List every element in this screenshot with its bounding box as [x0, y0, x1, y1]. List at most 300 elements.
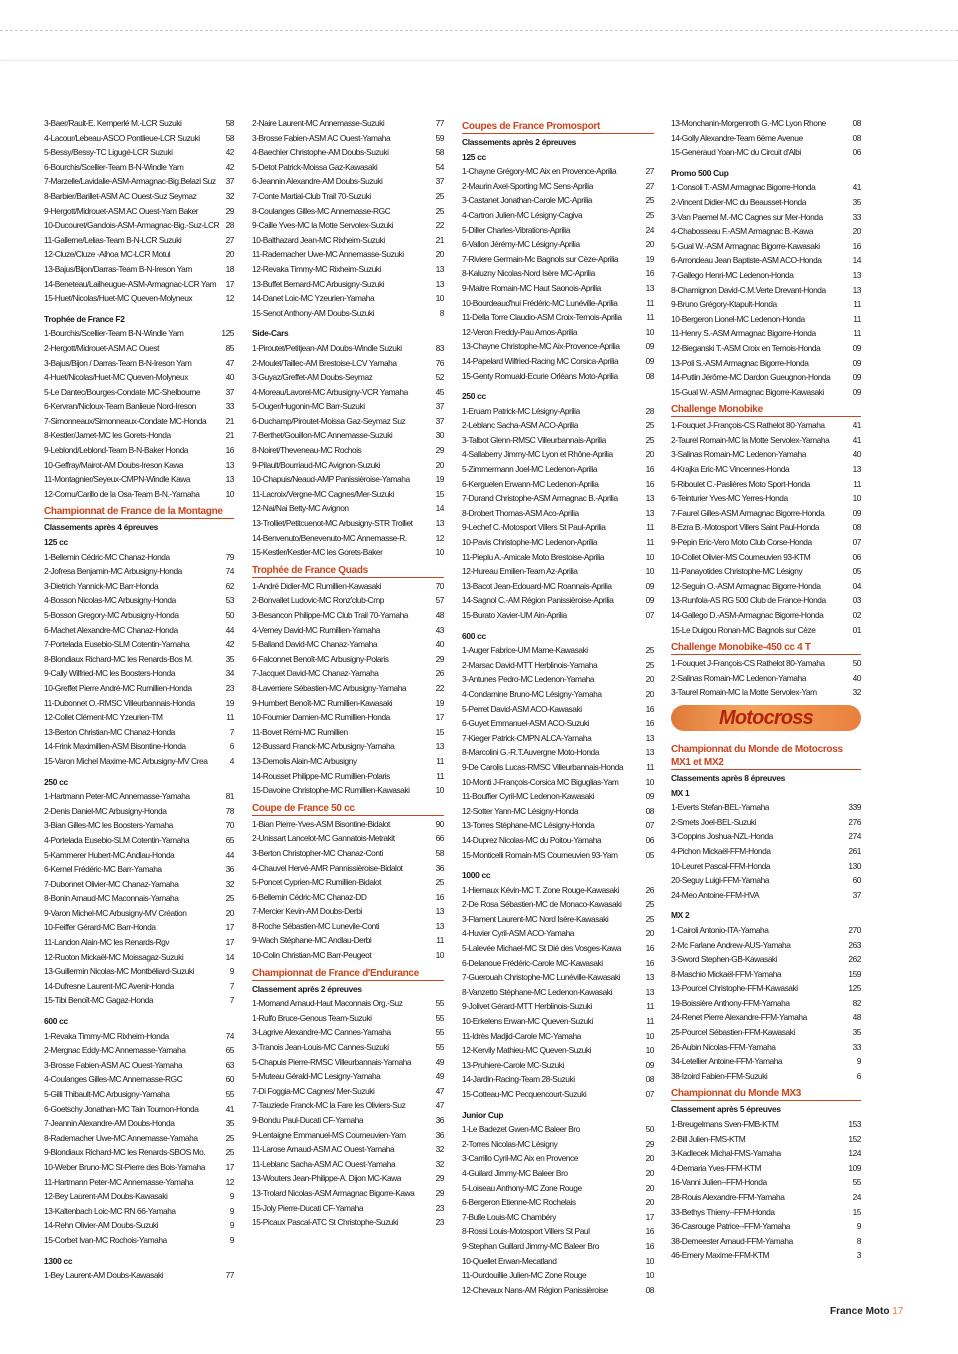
rider-entry: 12-Seguin O.-ASM Armagnac Bigorre-Honda — [671, 580, 821, 591]
points: 81 — [225, 791, 234, 802]
standing-row — [44, 1233, 234, 1248]
standing-row — [462, 848, 654, 863]
rider-entry: 4-Chabosseau F.-ASM Armagnac B.-Kawa — [671, 226, 814, 237]
points: 36 — [435, 1115, 444, 1125]
points: 08 — [852, 522, 861, 533]
standing-row — [44, 1145, 234, 1160]
rider-entry: 1-Bourchis/Scellier-Team B-N-Windle Yam — [44, 328, 184, 339]
rider-entry: 12-Bey Laurent-AM Doubs-Kawasaki — [44, 1191, 168, 1202]
standing-row — [462, 223, 654, 238]
standing-row — [44, 891, 234, 906]
rider-entry: 1-Rulfo Bruce-Genous Team-Suzuki — [252, 1012, 372, 1023]
standing-row — [671, 341, 861, 356]
results-section — [671, 739, 861, 902]
rider-entry: 9-Humbert Benoît-MC Rumillien-Kawasaki — [252, 697, 393, 708]
points: 263 — [848, 939, 861, 950]
rider-entry: 12-Cluze/Cluze -Alhoa MC-LCR Motul — [44, 249, 171, 260]
section-subtitle: Promo 500 Cup — [671, 167, 729, 178]
standing-row — [44, 564, 234, 579]
standing-row — [462, 1254, 654, 1269]
standing-row — [44, 1175, 234, 1190]
rider-entry: 5-Bessy/Bessy-TC Ligugé-LCR Suzuki — [44, 147, 173, 158]
standing-row — [252, 739, 444, 754]
rider-entry: 1-Fouquet J-François-CS Rathelot 80-Yamaha — [671, 658, 825, 669]
rider-entry: 14-Danet Loic-MC Yzeurien-Yamaha — [252, 293, 375, 304]
rider-entry: 7-Conte Martial-Club Trail 70-Suzuki — [252, 190, 371, 201]
results-section — [252, 320, 444, 560]
points: 16 — [645, 1240, 654, 1251]
results-section — [44, 501, 234, 768]
points: 24 — [645, 224, 654, 235]
points: 57 — [435, 595, 444, 606]
points: 47 — [435, 1085, 444, 1096]
standing-row — [671, 1010, 861, 1025]
rider-entry: 6-Kernel Frédéric-MC Barr-Yamaha — [44, 864, 162, 875]
rider-entry: 7-Simonneaux/Simonneaux-Condate MC-Honda — [44, 415, 207, 426]
rider-entry: 12-Sotter Yann-MC Lésigny-Honda — [462, 805, 579, 816]
standing-row — [44, 218, 234, 233]
standing-row — [462, 608, 654, 623]
standing-row — [44, 666, 234, 681]
rider-entry: 2-Bonvallet Ludovic-MC Ronz'club-Cmp — [252, 595, 385, 606]
points: 76 — [435, 357, 444, 368]
points: 17 — [225, 922, 234, 933]
rider-entry: 11-Bouffier Cyril-MC Ledenon-Kawasaki — [462, 791, 594, 802]
points: 13 — [645, 493, 654, 504]
standing-row — [671, 1190, 861, 1205]
points: 54 — [435, 161, 444, 172]
standing-row — [44, 964, 234, 979]
rider-entry: 6-Falconnet Benoît-MC Arbusigny-Polaris — [252, 653, 389, 664]
standing-row — [44, 487, 234, 502]
standing-row — [44, 877, 234, 892]
points: 09 — [852, 386, 861, 397]
rider-entry: 14-Duprez Nicolas-MC du Poitou-Yamaha — [462, 834, 602, 845]
section-subtitle: 250 cc — [44, 776, 68, 787]
section-subtitle: MX 2 — [671, 910, 690, 921]
top-rule — [0, 30, 958, 31]
rider-entry: 1-Bellemin Cédric-MC Chanaz-Honda — [44, 551, 170, 562]
points: 19 — [435, 697, 444, 708]
standing-row — [462, 1210, 654, 1225]
standing-row — [44, 789, 234, 804]
rider-entry: 1-Fouquet J-François-CS Rathelot 80-Yamaha — [671, 420, 825, 431]
standing-row — [44, 262, 234, 277]
points: 09 — [645, 341, 654, 352]
rider-entry: 4-Lacour/Lebeau-ASCO Pontlieue-LCR Suzuki — [44, 132, 200, 143]
points: 41 — [225, 1103, 234, 1114]
points: 11 — [436, 755, 444, 766]
rider-entry: 8-Coulanges Gilles-MC Annemasse-RGC — [252, 205, 391, 216]
standing-row — [252, 1157, 444, 1172]
rider-entry: 1-André Didier-MC Rumillien-Kawasaki — [252, 580, 382, 591]
rider-entry: 11-Dubonnet O.-RMSC Villeurbannais-Honda — [44, 697, 195, 708]
rider-entry: 9-Bruno Grégory-Ktapult-Honda — [671, 299, 777, 310]
standing-row — [252, 1055, 444, 1070]
standing-row — [44, 848, 234, 863]
rider-entry: 6-Bellemin Cédric-MC Chanaz-DD — [252, 891, 367, 902]
points: 11 — [646, 297, 654, 308]
column-3 — [462, 116, 654, 1297]
section-title: Championnat de France d'Endurance — [252, 963, 444, 981]
standing-row — [252, 131, 444, 146]
standing-row — [44, 458, 234, 473]
rider-entry: 7-Marzelle/Lavidalie-ASM-Armagnac-Big.Belazi Suz — [44, 176, 216, 187]
points: 40 — [225, 372, 234, 383]
points: 47 — [225, 357, 234, 368]
results-section — [44, 116, 234, 306]
points: 7 — [229, 995, 234, 1006]
points: 125 — [221, 328, 234, 339]
rider-entry: 7-Mercier Kevin-AM Doubs-Derbi — [252, 906, 362, 917]
standing-row — [462, 593, 654, 608]
rider-entry: 4-Pichon Mickaël-FFM-Honda — [671, 845, 771, 856]
points: 10 — [645, 566, 654, 577]
standing-row — [252, 1215, 444, 1230]
standing-row — [671, 1054, 861, 1069]
results-section — [252, 116, 444, 320]
rider-entry: 6-Arrondeau Jean Baptiste-ASM ACO-Honda — [671, 255, 822, 266]
section-class-label: 125 cc — [44, 537, 68, 548]
standing-row — [252, 1171, 444, 1186]
rider-entry: 10-Balthazard Jean-MC Rixheim-Suzuki — [252, 234, 385, 245]
rider-entry: 8-Chamignon David-C.M.Verte Drevant-Honda — [671, 284, 826, 295]
page-number: 17 — [892, 1306, 904, 1317]
standing-row — [671, 564, 861, 579]
standing-row — [462, 1072, 654, 1087]
section-subtitle: Classements après 2 épreuves — [462, 137, 577, 147]
rider-entry: 4-Chauvel Hervé-AMR Pannissièroise-Bidalot — [252, 862, 403, 873]
standing-row — [44, 696, 234, 711]
rider-entry: 7-Riviere Germain-Mc Bagnols sur Cèze-Aprilia — [462, 253, 619, 264]
rider-entry: 9-De Carolis Lucas-RMSC Villeurbannais-Honda — [462, 761, 624, 772]
points: 58 — [435, 147, 444, 158]
points: 41 — [852, 434, 861, 445]
standing-row — [252, 356, 444, 371]
standing-row — [671, 491, 861, 506]
rider-entry: 24-Meo Antoine-FFM-HVA — [671, 889, 760, 900]
standing-row — [252, 1011, 444, 1026]
points: 29 — [645, 1138, 654, 1149]
standing-row — [44, 1131, 234, 1146]
rider-entry: 12-Cornu/Carillo de la Osa-Team B-N.-Yamaha — [44, 488, 200, 499]
points: 124 — [848, 1148, 861, 1159]
section-subtitle: Junior Cup — [462, 1109, 504, 1120]
standing-row — [462, 1195, 654, 1210]
points: 25 — [645, 209, 654, 220]
page-footer — [830, 1306, 903, 1317]
points: 37 — [852, 889, 861, 900]
points: 32 — [852, 687, 861, 698]
points: 11 — [646, 1016, 654, 1027]
standing-row — [671, 312, 861, 327]
points: 3 — [856, 1250, 861, 1261]
standing-row — [44, 1189, 234, 1204]
standing-row — [44, 593, 234, 608]
standing-row — [252, 1113, 444, 1128]
rider-entry: 9-Leblond/Leblond-Team B-N-Baker Honda — [44, 445, 188, 456]
rider-entry: 10-Pavis Christophe-MC Ledenon-Aprilia — [462, 537, 598, 548]
standing-row — [462, 208, 654, 223]
points: 11 — [646, 1001, 654, 1012]
rider-entry: 3-Flament Laurent-MC Nord Isère-Kawasaki — [462, 913, 609, 924]
points: 48 — [852, 1012, 861, 1023]
rider-entry: 4-Coulanges Gilles-MC Annemasse-RGC — [44, 1074, 183, 1085]
points: 50 — [645, 1124, 654, 1135]
standing-row — [462, 883, 654, 898]
points: 10 — [852, 493, 861, 504]
points: 16 — [852, 240, 861, 251]
rider-entry: 3-Carrillo Cyril-MC Aix en Provence — [462, 1153, 578, 1164]
standing-row — [671, 1248, 861, 1263]
rider-entry: 2-Mc Farlane Andrew-AUS-Yamaha — [671, 939, 791, 950]
rider-entry: 3-Sword Stephen-GB-Kawasaki — [671, 954, 778, 965]
rider-entry: 3-Antunes Pedro-MC Ledenon-Yamaha — [462, 674, 595, 685]
rider-entry: 6-Machet Alexandre-MC Chanaz-Honda — [44, 624, 178, 635]
standing-row — [671, 239, 861, 254]
points: 27 — [645, 180, 654, 191]
standing-row — [671, 433, 861, 448]
points: 43 — [435, 624, 444, 635]
points: 25 — [645, 899, 654, 910]
rider-entry: 11-Henry S.-ASM Armagnac Bigorre-Honda — [671, 328, 816, 339]
column-2 — [252, 116, 444, 1230]
rider-entry: 6-Kerguelen Erwann-MC Ledenon-Aprilia — [462, 478, 599, 489]
points: 35 — [852, 196, 861, 207]
rider-entry: 13-Pruhiere-Carole MC-Suzuki — [462, 1059, 564, 1070]
points: 21 — [225, 430, 234, 441]
rider-entry: 8-Vanzetto Stéphane-MC Ledenon-Kawasaki — [462, 986, 612, 997]
points: 09 — [852, 507, 861, 518]
top-rule-dotted — [0, 60, 958, 61]
standing-row — [462, 325, 654, 340]
rider-entry: 1-Bey Laurent-AM Doubs-Kawasaki — [44, 1270, 164, 1281]
points: 07 — [645, 820, 654, 831]
results-section — [252, 560, 444, 798]
standing-row — [671, 370, 861, 385]
points: 12 — [225, 293, 234, 304]
standing-row — [671, 385, 861, 400]
rider-entry: 11-Pieplu A.-Amicale Moto Brestoise-Aprilia — [462, 551, 605, 562]
points: 62 — [225, 580, 234, 591]
points: 35 — [225, 653, 234, 664]
standing-row — [462, 310, 654, 325]
standing-row — [44, 145, 234, 160]
rider-entry: 3-Brosse Fabien-ASM AC Ouest-Yamaha — [44, 1059, 183, 1070]
rider-entry: 3-Dietrich Yannick-MC Barr-Honda — [44, 580, 159, 591]
points: 20 — [225, 249, 234, 260]
rider-entry: 14-Benvenuto/Benevenuto-MC Annemasse-R. — [252, 532, 407, 543]
standing-row — [44, 1087, 234, 1102]
points: 08 — [645, 805, 654, 816]
rider-entry: 1-Auger Fabrice-UM Marne-Kawasaki — [462, 645, 588, 656]
points: 4 — [229, 755, 234, 766]
standing-row — [252, 1098, 444, 1113]
section-subtitle: Side-Cars — [252, 328, 289, 339]
points: 17 — [225, 278, 234, 289]
rider-entry: 9-Blondiaux Richard-MC les Renards-SBOS Mo. — [44, 1147, 206, 1158]
rider-entry: 26-Aubin Nicolas-FFM-Yamaha — [671, 1041, 776, 1052]
rider-entry: 8-Noiret/Theveneau-MC Rochois — [252, 445, 362, 456]
standing-row — [44, 472, 234, 487]
rider-entry: 5-Le Dantec/Bourges-Condate MC-Shelbourne — [44, 386, 201, 397]
points: 25 — [645, 913, 654, 924]
rider-entry: 15-Cotteau-MC Pecquencourt-Suzuki — [462, 1089, 587, 1099]
points: 74 — [225, 566, 234, 577]
standing-row — [252, 652, 444, 667]
points: 9 — [229, 1191, 234, 1202]
standing-row — [462, 833, 654, 848]
points: 19 — [435, 474, 444, 485]
standing-row — [252, 501, 444, 516]
section-subtitle: Classements après 8 épreuves — [671, 772, 786, 783]
standing-row — [44, 189, 234, 204]
standing-row — [671, 326, 861, 341]
standing-row — [44, 1160, 234, 1175]
standing-row — [671, 579, 861, 594]
standing-row — [252, 1069, 444, 1084]
rider-entry: 8-Drobert Thomas-ASM Aco-Aprilia — [462, 507, 579, 518]
points: 08 — [645, 370, 654, 381]
rider-entry: 1-Everts Stefan-BEL-Yamaha — [671, 802, 770, 813]
rider-entry: 15-Kestler/Kestler-MC les Gorets-Baker — [252, 547, 383, 558]
points: 10 — [435, 950, 444, 961]
rider-entry: 4-Condamine Bruno-MC Lésigny-Yamaha — [462, 688, 602, 699]
points: 14 — [852, 255, 861, 266]
rider-entry: 1-Le Badezet Gwen-MC Baleer Bro — [462, 1124, 580, 1135]
points: 13 — [852, 284, 861, 295]
section-title: Challenge Monobike — [671, 399, 861, 417]
rider-entry: 14-Rehn Olivier-AM Doubs-Suzuki — [44, 1220, 159, 1231]
points: 20 — [225, 907, 234, 918]
rider-entry: 12-Collet Clément-MC Yzeurien-TM — [44, 712, 163, 723]
rider-entry: 11-Della Torre Claudio-ASM Croix-Ternois-Aprilia — [462, 312, 622, 323]
rider-entry: 10-Colin Christian-MC Barr-Peugeot — [252, 950, 372, 961]
rider-entry: 15-Genty Romuald-Ecurie Orléans Moto-Aprilia — [462, 370, 618, 381]
rider-entry: 5-Lalevée Michael-MC St Dié des Vosges-Kawa — [462, 943, 621, 954]
standing-row — [252, 116, 444, 131]
rider-entry: 3-Lagrive Alexandre-MC Cannes-Yamaha — [252, 1027, 391, 1038]
standing-row — [252, 696, 444, 711]
points: 11 — [226, 712, 234, 723]
standing-row — [252, 487, 444, 502]
standing-row — [44, 414, 234, 429]
points: 11 — [646, 312, 654, 323]
standing-row — [44, 277, 234, 292]
points: 6 — [856, 1070, 861, 1081]
points: 07 — [852, 537, 861, 548]
points: 15 — [435, 488, 444, 499]
points: 50 — [852, 658, 861, 669]
rider-entry: 10-Leuret Pascal-FFM-Honda — [671, 860, 771, 871]
rider-entry: 33-Bethys Thierry--FFM-Honda — [671, 1206, 775, 1217]
points: 44 — [225, 624, 234, 635]
points: 20 — [645, 1197, 654, 1208]
points: 33 — [852, 211, 861, 222]
rider-entry: 34-Letellier Antoine-FFM-Yamaha — [671, 1056, 783, 1067]
standing-row — [252, 608, 444, 623]
points: 55 — [435, 1042, 444, 1053]
points: 22 — [435, 682, 444, 693]
points: 16 — [645, 268, 654, 279]
points: 30 — [435, 430, 444, 441]
standing-row — [671, 593, 861, 608]
standing-row — [252, 1040, 444, 1055]
points: 09 — [645, 580, 654, 591]
points: 261 — [848, 845, 861, 856]
points: 8 — [439, 307, 444, 318]
rider-entry: 5-Zimmermann Joel-MC Ledenon-Aprilia — [462, 464, 598, 475]
rider-entry: 1-Bian Pierre-Yves-ASM Bisontine-Bidalot — [252, 818, 390, 829]
rider-entry: 16-Vanni Julien--FFM-Honda — [671, 1177, 767, 1188]
points: 152 — [848, 1133, 861, 1144]
standing-row — [462, 985, 654, 1000]
standing-row — [671, 447, 861, 462]
standing-row — [671, 981, 861, 996]
rider-entry: 9-Hergott/Midrouet-ASM AC Ouest-Yam Baker — [44, 205, 199, 216]
rider-entry: 7-Tauziede Franck-MC la Fare les Oliviers-Suz — [252, 1100, 406, 1111]
standing-row — [44, 399, 234, 414]
rider-entry: 6-Kervran/Nicloux-Team Banlieue Nord-Ireson — [44, 401, 196, 412]
points: 37 — [225, 386, 234, 397]
standing-row — [44, 637, 234, 652]
rider-entry: 1-Momand Arnaud-Haut Maconnais Org.-Suz — [252, 998, 403, 1009]
standing-row — [462, 418, 654, 433]
rider-entry: 3-Salinas Romain-MC Ledenon-Yamaha — [671, 449, 806, 460]
rider-entry: 6-Duchamp/Piroutet-Moissa Gaz-Seymaz Suz — [252, 415, 406, 426]
standing-row — [671, 535, 861, 550]
rider-entry: 2-Unissart Lancelot-MC Gannatois-Metrakit — [252, 833, 395, 844]
standing-row — [44, 1029, 234, 1044]
standing-row — [44, 818, 234, 833]
section-class-label: 125 cc — [462, 151, 486, 162]
rider-entry: 11-Larose Arnaud-ASM AC Ouest-Yamaha — [252, 1144, 395, 1155]
points: 339 — [848, 802, 861, 813]
points: 09 — [852, 372, 861, 383]
points: 07 — [645, 1089, 654, 1099]
standing-row — [462, 999, 654, 1014]
rider-entry: 14-Beneteau/Lailheugue-ASM-Armagnac-LCR Yam — [44, 278, 217, 289]
rider-entry: 2-Bill Julien-FMS-KTM — [671, 1133, 746, 1144]
standing-row — [252, 262, 444, 277]
points: 33 — [225, 401, 234, 412]
points: 25 — [645, 659, 654, 670]
points: 10 — [645, 1045, 654, 1056]
standing-row — [44, 754, 234, 769]
standing-row — [462, 1014, 654, 1029]
section-class-label: MX 1 — [671, 787, 690, 798]
points: 9 — [229, 1220, 234, 1231]
rider-entry: 5-Muteau Gérald-MC Lesigny-Yamaha — [252, 1071, 381, 1082]
points: 37 — [435, 401, 444, 412]
standing-row — [671, 656, 861, 671]
rider-entry: 6-Guyet Emmanuel-ASM ACO-Suzuki — [462, 718, 590, 729]
points: 9 — [229, 966, 234, 977]
rider-entry: 1-Eruam Patrick-MC Lésigny-Aprilia — [462, 405, 580, 416]
points: 74 — [225, 1030, 234, 1041]
rider-entry: 3-Baer/Rault-E. Kemperlé M.-LCR Suzuki — [44, 118, 182, 128]
rider-entry: 11-Panayotides Christophe-MC Lésigny — [671, 566, 803, 577]
points: 85 — [225, 342, 234, 353]
rider-entry: 9-Lentaigne Emmanuel-MS Courneuvien-Yam — [252, 1129, 406, 1140]
standing-row — [671, 800, 861, 815]
rider-entry: 7-Faurel Gilles-ASM Armagnac Bigorre-Honda — [671, 507, 825, 518]
points: 50 — [225, 610, 234, 620]
points: 65 — [225, 834, 234, 845]
rider-entry: 15-Gual W.-ASM Armagnac Bigorre-Kawasaki — [671, 386, 824, 397]
rider-entry: 4-Krajka Eric-MC Vincennes-Honda — [671, 464, 790, 475]
points: 55 — [435, 998, 444, 1009]
